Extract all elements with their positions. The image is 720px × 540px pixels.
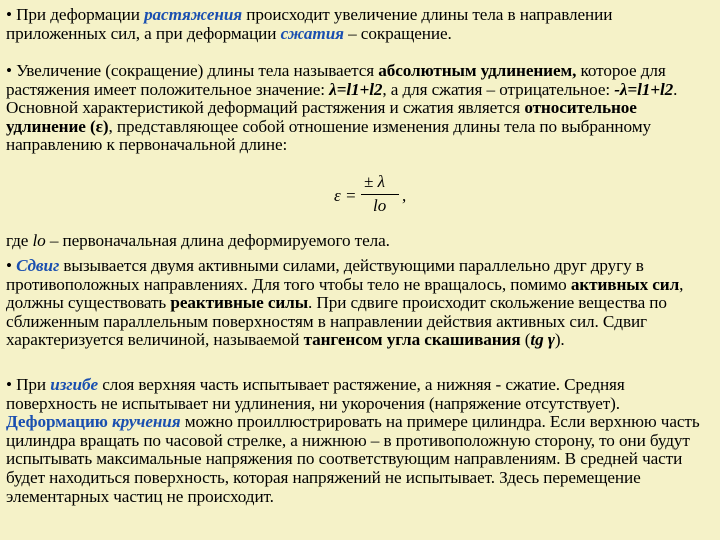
term-absolute-elongation: абсолютным удлинением, — [378, 61, 577, 80]
text: – сокращение. — [343, 23, 452, 43]
formula-lhs: ε = — [334, 186, 357, 205]
formula-negative: -λ=l1+l2 — [614, 79, 674, 99]
text: которое для растяжения имеет положительное значение: — [6, 61, 666, 99]
text: , должны существовать — [6, 274, 684, 313]
text: . При сдвиге происходит скольжение вещества по сближенным параллельным поверхностям в направлении действия активных сил. Сдвиг характеризуется величиной, называемой — [6, 293, 667, 350]
text: , представляющее собой отношение изменения длины тела по выбранному направлению к первоначальной длине: — [6, 116, 651, 155]
paragraph-bending-torsion — [6, 376, 712, 506]
text: ( — [520, 330, 531, 350]
text: При — [16, 375, 51, 394]
text: происходит увеличение длины тела в направлении приложенных сил, а при деформации — [6, 5, 613, 43]
term-reactive-forces: реактивные силы — [170, 293, 309, 313]
formula-positive: λ=l1+l2 — [329, 79, 383, 99]
symbol-lo: lo — [32, 231, 46, 250]
text: – первоначальная длина деформируемого тела. — [45, 231, 390, 250]
formula-comma: , — [402, 186, 407, 205]
text: . Основной характеристикой деформаций растяжения и сжатия является — [6, 79, 678, 118]
term-deformation: Деформацию — [6, 412, 108, 432]
term-bending: изгибе — [50, 375, 99, 394]
symbol-tg-gamma: tg γ — [530, 330, 555, 350]
text: , а для сжатия – отрицательное: — [382, 79, 615, 99]
term-compression: сжатия — [280, 23, 344, 43]
paragraph-tension-compression — [6, 6, 712, 43]
paragraph-absolute-elongation — [6, 62, 712, 155]
term-shear-angle-tangent: тангенсом угла скашивания — [303, 330, 521, 350]
relative-elongation-formula — [326, 172, 416, 222]
term-relative-elongation: относительное удлинение (ε) — [6, 98, 637, 136]
text: Увеличение (сокращение) длины тела называется — [16, 61, 379, 80]
formula-denominator: lo — [373, 196, 387, 215]
text: ). — [554, 330, 565, 350]
fraction-bar — [361, 194, 399, 195]
term-shear: Сдвиг — [16, 256, 60, 275]
text: вызывается двумя активными силами, действующими параллельно друг другу в противоположных направлениях. Для того чтобы тело не вращалось, помимо — [6, 256, 644, 294]
term-active-forces: активных сил — [570, 274, 680, 294]
bullet: • — [6, 5, 12, 24]
text: слоя верхняя часть испытывает растяжение, а нижняя - сжатие. Средняя поверхность не испытывает ни удлинения, ни укорочения (напряжение отсутствует). — [6, 375, 625, 413]
bullet: • — [6, 375, 12, 394]
text: где — [6, 231, 33, 250]
paragraph-initial-length — [6, 232, 712, 251]
formula-numerator: ± λ — [364, 172, 385, 191]
term-tension: растяжения — [144, 5, 243, 24]
bullet: • — [6, 256, 12, 275]
paragraph-shear — [6, 257, 712, 350]
bullet: • — [6, 61, 12, 80]
text: можно проиллюстрировать на примере цилиндра. Если верхнюю часть цилиндра вращать по часовой стрелке, а нижнюю – в противоположную сторону, то они будут испытывать максимальные напряжения по соответствующим направлениям. В средней части будет находиться поверхность, которая напряжений не испытывает. Здесь перемещение элементарных частиц не происходит. — [6, 412, 700, 506]
term-torsion: кручения — [111, 412, 181, 432]
text: При деформации — [16, 5, 145, 24]
